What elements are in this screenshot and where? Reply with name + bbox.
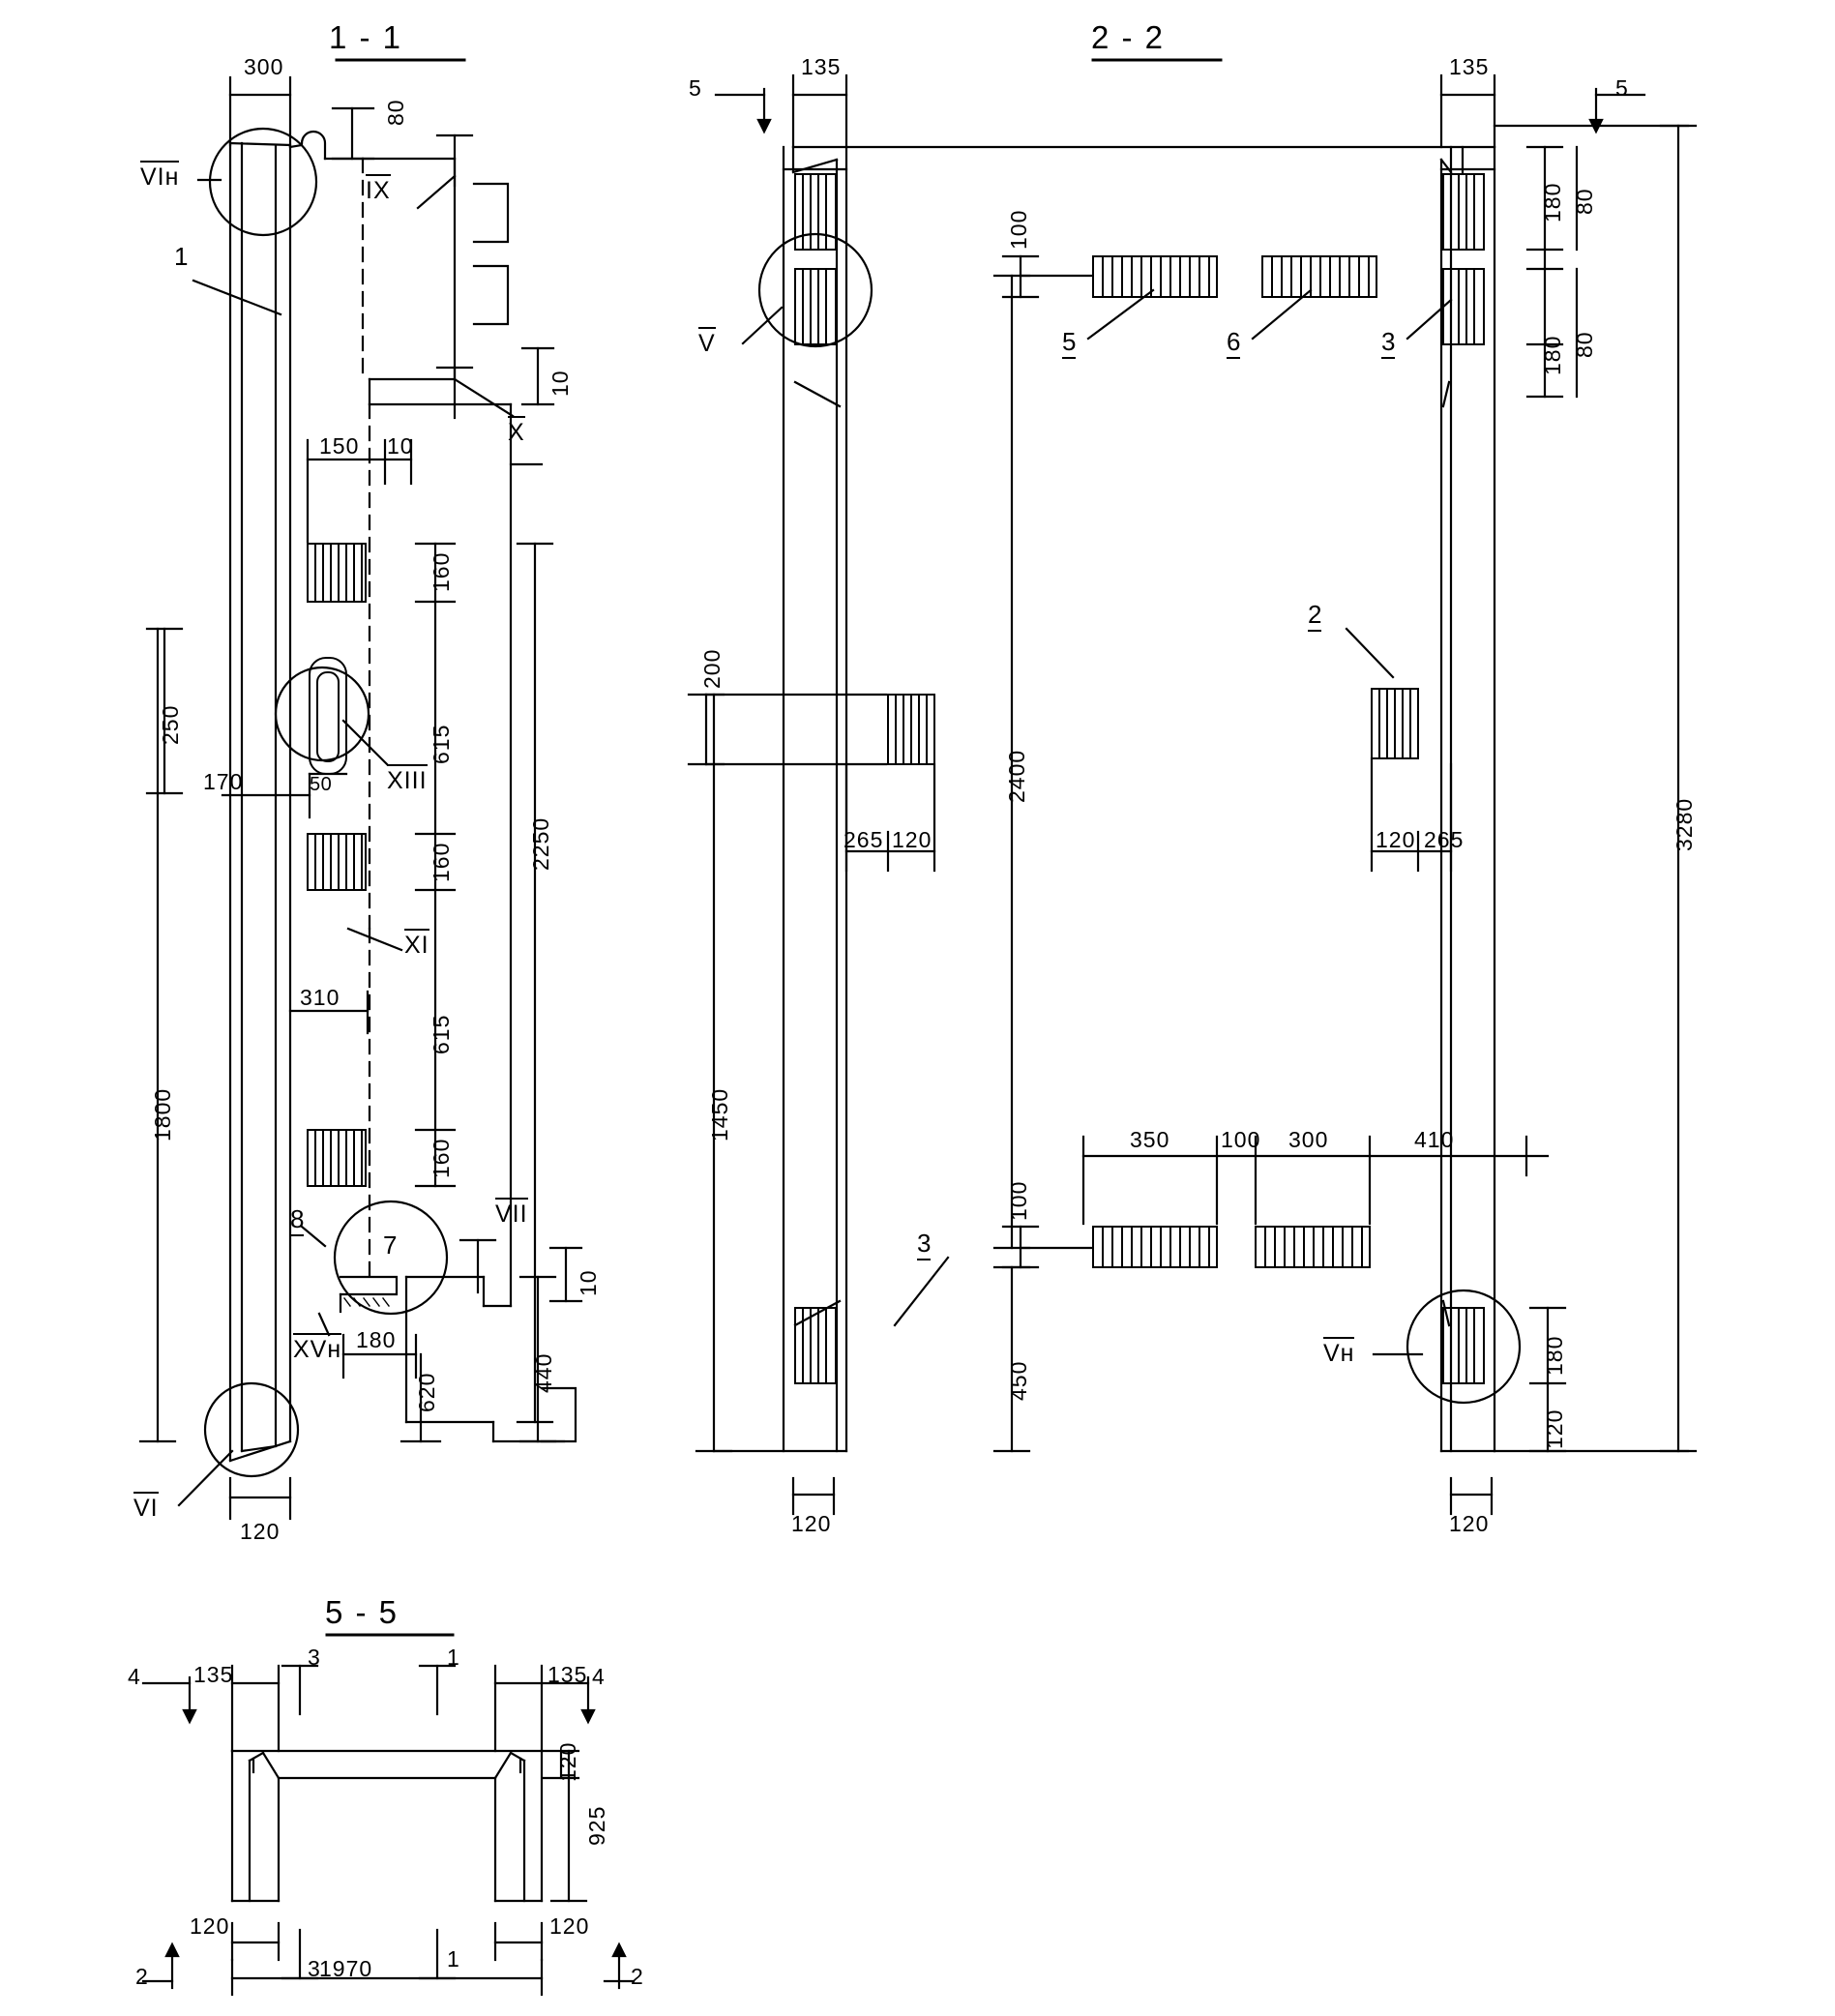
dim-120-c: 120	[1376, 827, 1416, 852]
dim-180-d: 180	[1542, 1335, 1567, 1376]
position-5: 5	[1062, 327, 1076, 359]
dim-265-a: 265	[844, 827, 884, 852]
dim-150: 150	[319, 433, 360, 459]
detail-mark-XI: XI	[404, 929, 429, 960]
position-8: 8	[290, 1204, 304, 1236]
dim-2400: 2400	[1004, 749, 1029, 803]
dim-120-d: 120	[1542, 1408, 1567, 1449]
dim-300: 300	[244, 54, 284, 79]
section-mark-2-left: 2	[135, 1964, 149, 1989]
view-title-1-1: 1 - 1	[329, 19, 403, 55]
dim-120-h: 120	[190, 1913, 230, 1939]
section-mark-1-bottom: 1	[447, 1946, 460, 1972]
dim-1800: 1800	[150, 1087, 175, 1141]
dim-180-a: 180	[356, 1327, 397, 1352]
dim-100-c: 100	[1006, 1180, 1031, 1221]
dim-300-b: 300	[1288, 1127, 1329, 1152]
section-mark-5-right: 5	[1615, 75, 1629, 101]
dim-135-b: 135	[1449, 54, 1490, 79]
detail-mark-X: X	[508, 416, 525, 447]
detail-mark-Vn: Vн	[1323, 1337, 1354, 1368]
dim-100-a: 100	[1006, 209, 1031, 250]
section-mark-3-top: 3	[308, 1645, 321, 1670]
dim-80-b: 80	[1572, 188, 1597, 215]
dim-2250: 2250	[528, 816, 553, 871]
dim-925: 925	[584, 1805, 609, 1846]
detail-mark-VIn: VIн	[140, 161, 179, 192]
detail-mark-IX: IX	[366, 174, 391, 205]
position-1: 1	[174, 242, 189, 271]
dim-615-b: 615	[429, 1014, 454, 1054]
dim-135-a: 135	[801, 54, 842, 79]
section-mark-4-right: 4	[592, 1664, 606, 1689]
position-3-bottom: 3	[917, 1229, 931, 1260]
dim-350: 350	[1130, 1127, 1170, 1152]
dim-450: 450	[1006, 1360, 1031, 1401]
dim-200: 200	[699, 648, 725, 689]
dim-120-e: 120	[791, 1511, 832, 1536]
dim-120-g: 120	[555, 1741, 580, 1782]
position-7: 7	[383, 1230, 398, 1260]
dim-180-b: 180	[1540, 182, 1565, 222]
view-title-2-2: 2 - 2	[1091, 19, 1166, 55]
dim-10-x: 10	[548, 370, 573, 397]
dim-120-i: 120	[549, 1913, 590, 1939]
dim-250: 250	[158, 704, 183, 745]
section-mark-1-top: 1	[447, 1645, 460, 1670]
dim-10-b: 10	[387, 433, 414, 459]
dim-120-a: 120	[240, 1519, 281, 1544]
dim-440: 440	[531, 1352, 556, 1393]
detail-mark-VII: VII	[495, 1198, 528, 1229]
dim-180-c: 180	[1540, 335, 1565, 375]
detail-mark-VI: VI	[133, 1492, 159, 1523]
section-mark-3-bottom: 3	[308, 1956, 321, 1981]
dim-120-b: 120	[892, 827, 932, 852]
dim-160-c: 160	[429, 1138, 454, 1178]
section-mark-5-left: 5	[689, 75, 702, 101]
dim-615-a: 615	[429, 724, 454, 764]
dim-10-c: 10	[576, 1269, 601, 1296]
dim-160-a: 160	[429, 551, 454, 592]
dim-135-c: 135	[193, 1662, 234, 1687]
position-2: 2	[1308, 600, 1321, 632]
section-mark-4-left: 4	[128, 1664, 141, 1689]
detail-mark-XVn: XVн	[293, 1333, 341, 1364]
dim-170: 170	[203, 769, 244, 794]
dim-135-d: 135	[548, 1662, 588, 1687]
dim-80-top: 80	[383, 99, 408, 126]
dim-310: 310	[300, 985, 340, 1010]
dim-50: 50	[310, 774, 333, 795]
position-6: 6	[1227, 327, 1240, 359]
dim-410: 410	[1414, 1127, 1455, 1152]
detail-mark-V: V	[698, 327, 716, 358]
dim-620: 620	[414, 1372, 439, 1412]
dim-1970: 1970	[319, 1956, 373, 1981]
dim-160-b: 160	[429, 842, 454, 882]
dim-80-c: 80	[1572, 331, 1597, 358]
section-mark-2-right: 2	[631, 1964, 644, 1989]
dim-1450: 1450	[707, 1087, 732, 1141]
dim-120-f: 120	[1449, 1511, 1490, 1536]
detail-mark-XIII: XIII	[387, 764, 428, 795]
dim-265-b: 265	[1424, 827, 1465, 852]
dim-100-b: 100	[1221, 1127, 1261, 1152]
dim-3280: 3280	[1672, 797, 1697, 851]
view-title-5-5: 5 - 5	[325, 1594, 400, 1630]
position-3-top: 3	[1381, 327, 1395, 359]
